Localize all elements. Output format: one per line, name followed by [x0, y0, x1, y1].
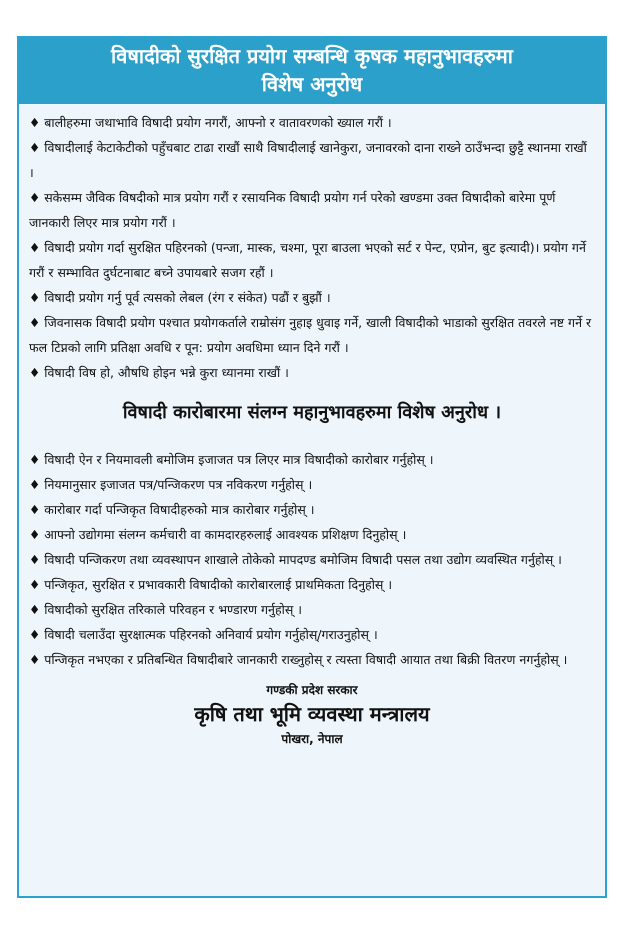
traders-heading: विषादी कारोबारमा संलग्न महानुभावहरुमा विशेष अनुरोध । [122, 402, 502, 423]
diamond-bullet-icon: ♦ [29, 365, 41, 380]
header-title-line2: विशेष अनुरोध [261, 72, 363, 96]
diamond-bullet-icon: ♦ [29, 477, 41, 492]
list-item: ♦ कारोबार गर्दा पन्जिकृत विषादीहरुको मात्र कारोबार गर्नुहोस् । [29, 502, 315, 517]
diamond-bullet-icon: ♦ [29, 602, 41, 617]
notice-header [19, 38, 605, 104]
diamond-bullet-icon: ♦ [29, 502, 41, 517]
diamond-bullet-icon: ♦ [29, 140, 41, 155]
location: पोखरा, नेपाल [281, 732, 343, 746]
list-item: ♦ विषादीको सुरक्षित तरिकाले परिवहन र भण्डारण गर्नुहोस् । [29, 602, 302, 617]
diamond-bullet-icon: ♦ [29, 577, 41, 592]
list-item: ♦ विषादी चलाउँदा सुरक्षात्मक पहिरनको अनिवार्य प्रयोग गर्नुहोस्/गराउनुहोस् । [29, 627, 378, 642]
list-item: ♦ नियमानुसार इजाजत पत्र/पन्जिकरण पत्र नविकरण गर्नुहोस् । [29, 477, 313, 492]
diamond-bullet-icon: ♦ [29, 240, 41, 255]
diamond-bullet-icon: ♦ [29, 627, 41, 642]
diamond-bullet-icon: ♦ [29, 652, 41, 667]
diamond-bullet-icon: ♦ [29, 315, 41, 330]
list-item: ♦ विषादी विष हो, औषधि होइन भन्ने कुरा ध्यानमा राखौं । [29, 365, 289, 380]
diamond-bullet-icon: ♦ [29, 290, 41, 305]
diamond-bullet-icon: ♦ [29, 552, 41, 567]
list-item: ♦ सकेसम्म जैविक विषदीको मात्र प्रयोग गरौं र रसायनिक विषादी प्रयोग गर्न परेको खण्डमा उक्त विषादीको बारेमा पूर्ण जानकारी लिएर मात्र प्रयोग गरौं । [29, 190, 556, 230]
diamond-bullet-icon: ♦ [29, 115, 41, 130]
ministry-name: कृषि तथा भूमि व्यवस्था मन्त्रालय [194, 702, 430, 726]
list-item: ♦ पन्जिकृत नभएका र प्रतिबन्धित विषादीबारे जानकारी राख्नुहोस् र त्यस्ता विषादी आयात तथा बिक्री वितरण नगर्नुहोस् । [29, 652, 568, 667]
list-item: ♦ विषादी पन्जिकरण तथा व्यवस्थापन शाखाले तोकेको मापदण्ड बमोजिम विषादी पसल तथा उद्योग व्यवस्थित गर्नुहोस् । [29, 552, 562, 567]
list-item: ♦ विषादी ऐन र नियमावली बमोजिम इजाजत पत्र लिएर मात्र विषादीको कारोबार गर्नुहोस् । [29, 452, 434, 467]
header-title-line1: विषादीको सुरक्षित प्रयोग सम्बन्धि कृषक महानुभावहरुमा [111, 44, 513, 68]
farmers-section [19, 104, 605, 385]
list-item: ♦ विषादी प्रयोग गर्दा सुरक्षित पहिरनको (पन्जा, मास्क, चश्मा, पूरा बाउला भएको सर्ट र पेन्ट, एप्रोन, बुट इत्यादी)। प्रयोग गर्ने गरौं र सम्भावित दुर्घटनाबाट बच्ने उपायबारे सजग रहौं । [29, 240, 586, 280]
list-item: ♦ जिवनासक विषादी प्रयोग पश्चात प्रयोगकर्ताले राम्रोसंग नुहाइ धुवाइ गर्ने, खाली विषादीको भाडाको सुरक्षित तवरले नष्ट गर्ने र फल टिप्नको लागि प्रतिक्षा अवधि र पून: प्रयोग अवधिमा ध्यान दिने गरौं । [29, 315, 592, 355]
issuer-block [19, 680, 605, 750]
traders-section [19, 447, 605, 672]
diamond-bullet-icon: ♦ [29, 190, 41, 205]
list-item: ♦ आफ्नो उद्योगमा संलग्न कर्मचारी वा कामदारहरुलाई आवश्यक प्रशिक्षण दिनुहोस् । [29, 527, 407, 542]
diamond-bullet-icon: ♦ [29, 527, 41, 542]
notice-frame [17, 36, 607, 898]
list-item: ♦ बालीहरुमा जथाभावि विषादी प्रयोग नगरौं, आफ्नो र वातावरणको ख्याल गरौं । [29, 115, 392, 130]
list-item: ♦ पन्जिकृत, सुरक्षित र प्रभावकारी विषादीको कारोबारलाई प्राथमिकता दिनुहोस् । [29, 577, 393, 592]
government-name: गण्डकी प्रदेश सरकार [266, 683, 358, 697]
diamond-bullet-icon: ♦ [29, 452, 41, 467]
list-item: ♦ विषादी प्रयोग गर्नु पूर्व त्यसको लेबल (रंग र संकेत) पढौं र बुझौं । [29, 290, 331, 305]
list-item: ♦ विषादीलाई केटाकेटीको पहुँचबाट टाढा राखौं साथै विषादीलाई खानेकुरा, जनावरको दाना राख्ने ठाउँभन्दा छुट्टै स्थानमा राखौं । [29, 140, 587, 180]
